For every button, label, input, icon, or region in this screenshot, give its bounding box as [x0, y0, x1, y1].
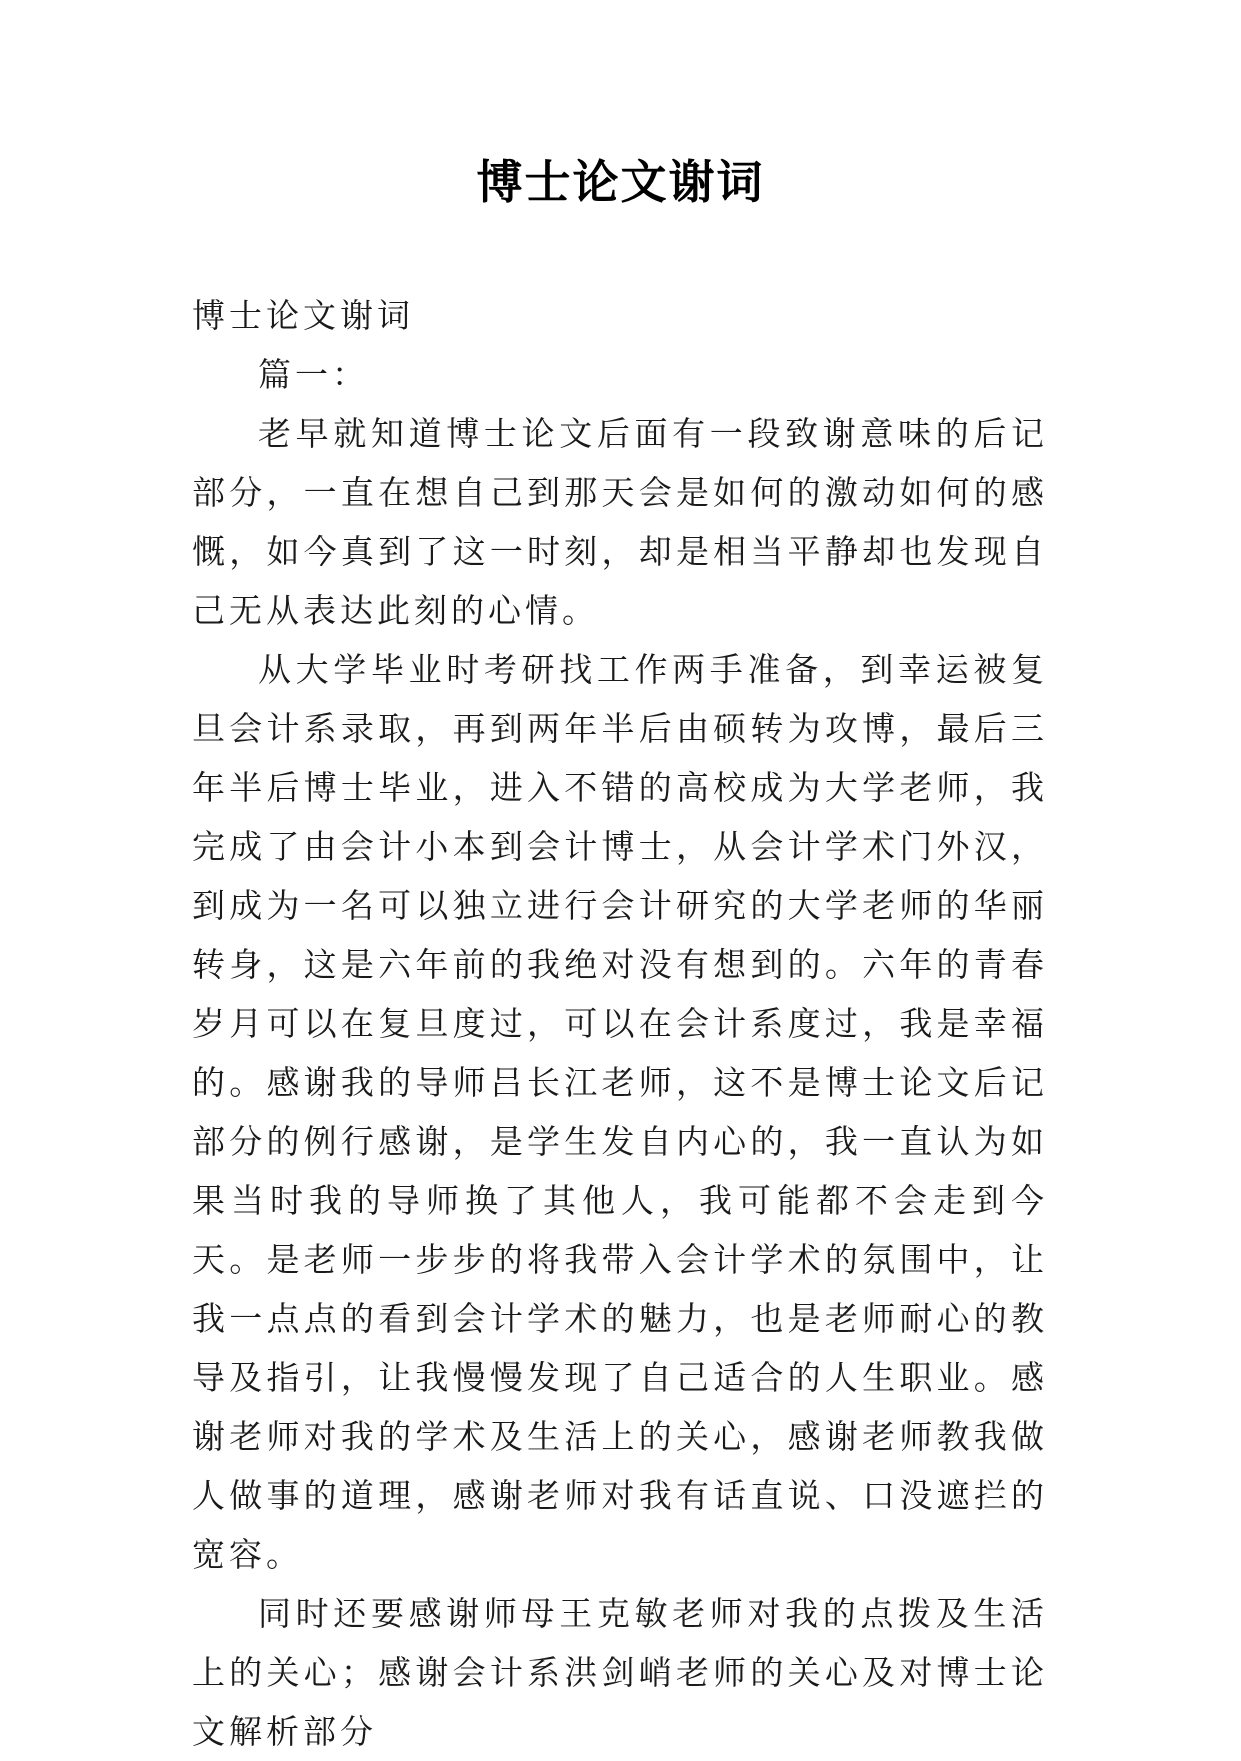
document-title: 博士论文谢词: [476, 155, 765, 209]
document-subtitle: 博士论文谢词: [192, 296, 414, 335]
section-label: 篇一：: [258, 355, 369, 394]
paragraph-3: 同时还要感谢师母王克敏老师对我的点拨及生活上的关心；感谢会计系洪剑峭老师的关心及对博士论文解析部分: [192, 1594, 1048, 1751]
paragraph-2: 从大学毕业时考研找工作两手准备，到幸运被复旦会计系录取，再到两年半后由硕转为攻博，最后三年半后博士毕业，进入不错的高校成为大学老师，我完成了由会计小本到会计博士，从会计学术门外汉，到成为一名可以独立进行会计研究的大学老师的华丽转身，这是六年前的我绝对没有想到的。六年的青春岁月可以在复旦度过，可以在会计系度过，我是幸福的。感谢我的导师吕长江老师，这不是博士论文后记部分的例行感谢，是学生发自内心的，我一直认为如果当时我的导师换了其他人，我可能都不会走到今天。是老师一步步的将我带入会计学术的氛围中，让我一点点的看到会计学术的魅力，也是老师耐心的教导及指引，让我慢慢发现了自己适合的人生职业。感谢老师对我的学术及生活上的关心，感谢老师教我做人做事的道理，感谢老师对我有话直说、口没遮拦的宽容。: [192, 650, 1048, 1574]
document-body: [192, 286, 1048, 1761]
paragraph-1: 老早就知道博士论文后面有一段致谢意味的后记部分，一直在想自己到那天会是如何的激动如何的感慨，如今真到了这一时刻，却是相当平静却也发现自己无从表达此刻的心情。: [192, 414, 1048, 630]
